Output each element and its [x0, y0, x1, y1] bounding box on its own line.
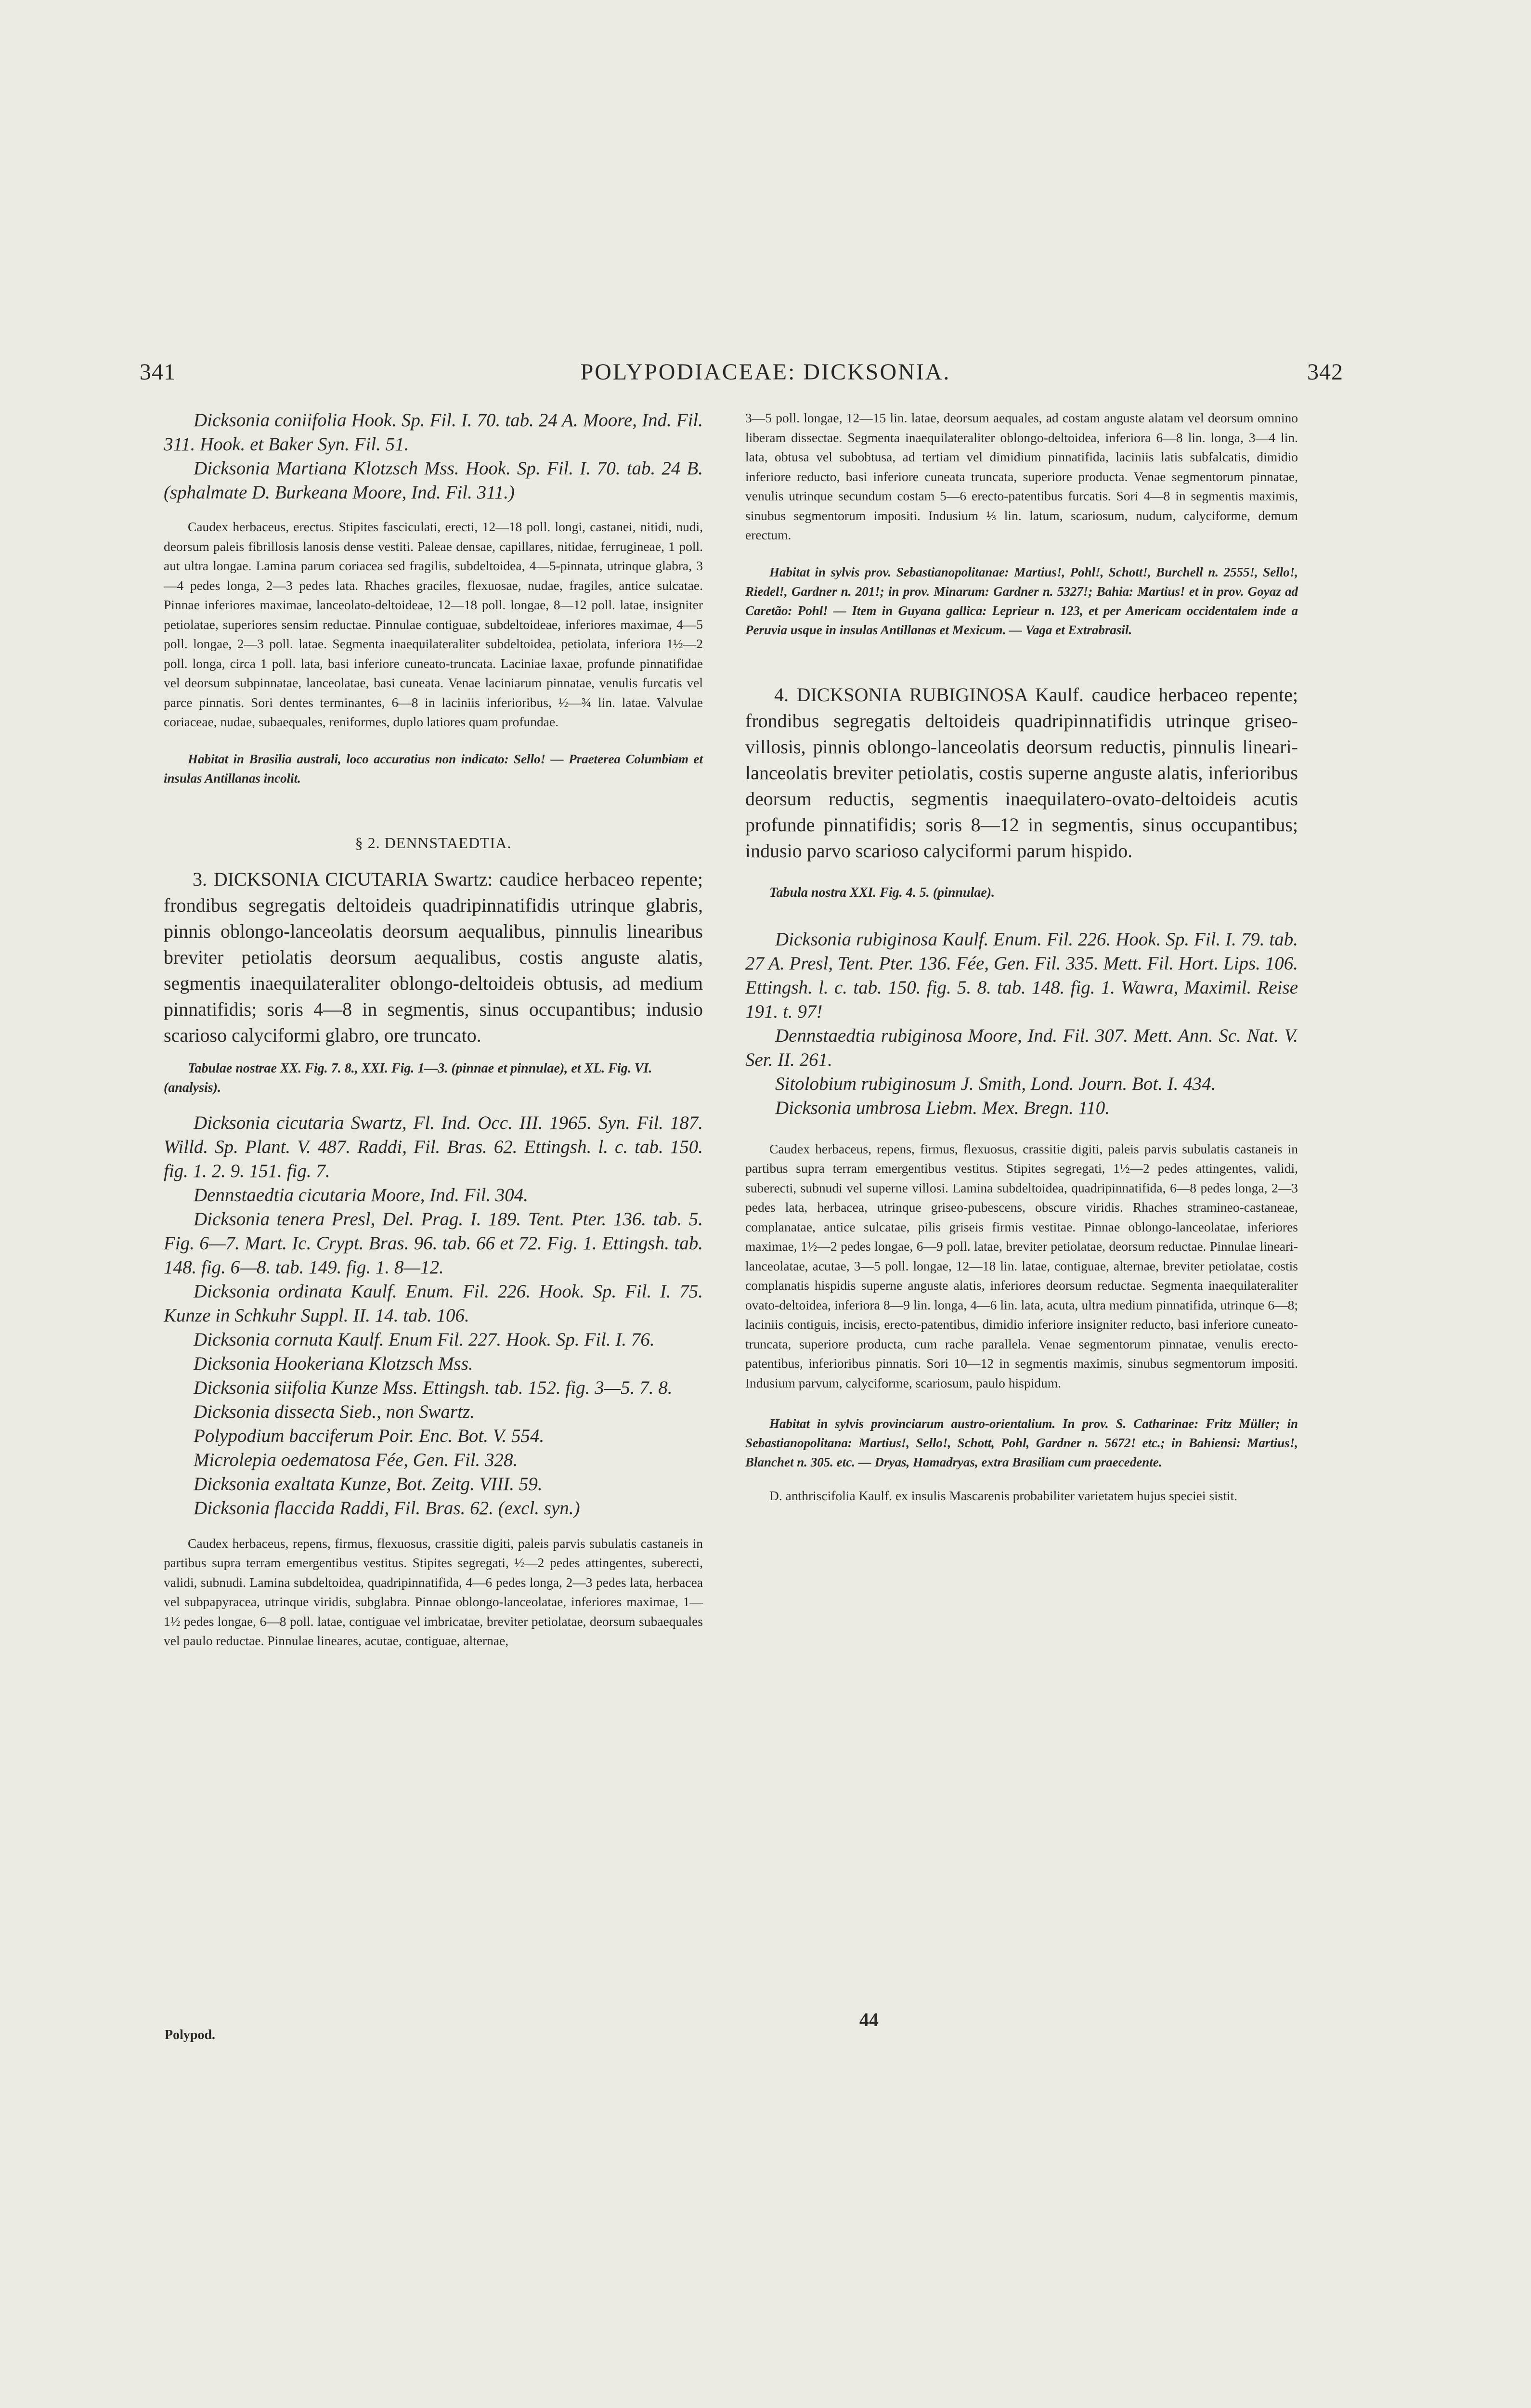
signature-mark-left: Polypod. — [165, 2028, 216, 2042]
synonym-entry: Dicksonia flaccida Raddi, Fil. Bras. 62. (excl. syn.) — [194, 1497, 580, 1518]
left-column — [164, 408, 703, 1651]
synonym-entry: Dicksonia Hookeriana Klotzsch Mss. — [194, 1353, 473, 1374]
signature-number: 44 — [859, 2009, 879, 2030]
synonym-entry: Dicksonia Martiana Klotzsch Mss. Hook. Sp. Fil. I. 70. tab. 24 B. (sphalmate D. Burkeana Moore, Ind. Fil. 311.) — [164, 458, 703, 503]
habitat-coniifolia: Habitat in Brasilia australi, loco accuratius non indicato: Sello! — Praeterea Columbiam et insulas Antillanas incolit. — [164, 751, 703, 785]
synonyms-cicutaria — [164, 1111, 703, 1520]
synonym-entry: Sitolobium rubiginosum J. Smith, Lond. Journ. Bot. I. 434. — [775, 1073, 1216, 1094]
species-diagnosis-rubiginosa: 4. DICKSONIA RUBIGINOSA Kaulf. caudice herbaceo repente; frondibus segregatis deltoideis quadripinnatifidis utrinque griseo-villosis, pinnis oblongo-lanceolatis deorsum reductis, pinnulis lineari-lanceolatis breviter petiolatis, costis superne anguste alatis, inferioribus deorsum reductis, segmentis inaequilatero-ovato-deltoideis acutis profunde pinnatifidis; soris 8—12 in segmentis, sinus occupantibus; indusio parvo scarioso calyciformi parum hispido. — [745, 683, 1298, 862]
description-cicutaria-continued: 3—5 poll. longae, 12—15 lin. latae, deorsum aequales, ad costam anguste alatam vel deorsum omnino liberam dissectae. Segmenta inaequilateraliter oblongo-deltoidea, inferiora 6—8 lin. longa, 3—4 lin. lata, obtusa vel subobtusa, ad tertiam vel dimidium pinnatifida, laciniis latis subfalcatis, dimidio inferiore reducto, basi inferiore cuneata truncata, superiore producta. Venae segmentorum pinnatae, venulis utrinque secundum costam 5—6 erecto-patentibus furcatis. Sori 4—8 in segmentis maximis, sinubus segmentorum impositi. Indusium ⅓ lin. latum, scariosum, nudum, calyciforme, demum erectum. — [745, 410, 1298, 542]
habitat-cicutaria: Habitat in sylvis prov. Sebastianopolitanae: Martius!, Pohl!, Schott!, Burchell n. 2555!, Sello!, Riedel!, Gardner n. 201!; in prov. Minarum: Gardner n. 5327!; Bahia: Martius! et in prov. Goyaz ad Caretão: Pohl! — Item in Guyana gallica: Leprieur n. 123, et per Americam occidentalem inde a Peruvia usque in insulas Antillanas et Mexicum. — Vaga et Extrabrasil. — [745, 564, 1298, 637]
synonyms-coniifolia — [164, 408, 703, 505]
synonym-entry: Dicksonia rubiginosa Kaulf. Enum. Fil. 226. Hook. Sp. Fil. I. 79. tab. 27 A. Presl, Tent. Pter. 136. Fée, Gen. Fil. 335. Mett. Fil. Hort. Lips. 106. Ettingsh. l. c. tab. 150. fig. 5. 8. tab. 148. fig. 1. Wawra, Maximil. Reise 191. t. 97! — [745, 929, 1298, 1022]
description-cicutaria: Caudex herbaceus, repens, firmus, flexuosus, crassitie digiti, paleis parvis subulatis castaneis in partibus supra terram emergentibus vestitus. Stipites segregati, ½—2 pedes attingentes, suberecti, validi, subnudi. Lamina subdeltoidea, quadripinnatifida, 4—6 pedes longa, 2—3 pedes lata, herbacea vel subpapyracea, utrinque viridis, subglabra. Pinnae oblongo-lanceolatae, inferiores maximae, 1—1½ pedes longae, 6—8 poll. latae, contiguae vel imbricatae, breviter petiolatae, deorsum subaequales vel paulo reductae. Pinnulae lineares, acutae, contiguae, alternae, — [164, 1535, 703, 1648]
habitat-rubiginosa: Habitat in sylvis provinciarum austro-orientalium. In prov. S. Catharinae: Fritz Müller; in Sebastianopolitana: Martius!, Sello!, Schott, Pohl, Gardner n. 5672! etc.; in Bahiensi: Martius!, Blanchet n. 305. etc. — Dryas, Hamadryas, extra Brasiliam cum praecedente. — [745, 1416, 1298, 1469]
synonym-entry: Polypodium bacciferum Poir. Enc. Bot. V. 554. — [194, 1425, 545, 1446]
synonym-entry: Dennstaedtia cicutaria Moore, Ind. Fil. 304. — [194, 1184, 529, 1205]
synonym-entry: Dicksonia cornuta Kaulf. Enum Fil. 227. Hook. Sp. Fil. I. 76. — [194, 1329, 655, 1350]
right-column — [745, 408, 1298, 1506]
synonym-entry: Dicksonia exaltata Kunze, Bot. Zeitg. VIII. 59. — [194, 1473, 543, 1494]
description-rubiginosa: Caudex herbaceus, repens, firmus, flexuosus, crassitie digiti, paleis parvis subulatis castaneis in partibus supra terram emergentibus vestitus. Stipites segregati, 1½—2 pedes attingentes, validi, suberecti, subnudi vel superne villosi. Lamina subdeltoidea, quadripinnatifida, 6—8 pedes longa, 2—3 pedes lata, herbacea, utrinque griseo-pubescens, obscure viridis. Rhaches stramineo-castaneae, complanatae, antice sulcatae, pilis griseis firmis vestitae. Pinnae oblongo-lanceolatae, inferiores maximae, 1½—2 pedes longae, 6—9 poll. latae, breviter petiolatae, deorsum reductae. Pinnulae lineari-lanceolatae, acutae, 3—5 poll. longae, 12—18 lin. latae, contiguae, alternae, breviter petiolatae, costis complanatis hispidis superne anguste alatis, inferiores deorsum reductae. Segmenta inaequilateraliter ovato-deltoidea, inferiora 8—9 lin. longa, 4—6 lin. lata, acuta, ultra medium pinnatifida, utrinque 6—8; laciniis contiguis, incisis, erecto-patentibus, dimidio inferiore insigniter reducto, basi inferiore cuneato-truncata, superiore producta, cum rache parallela. Venae segmentorum pinnatae, venulis erecto-patentibus, inferioribus pinnatis. Sori 10—12 in segmentis maximis, sinubus segmentorum impositi. Indusium parvum, calyciforme, scariosum, paulo hispidum. — [745, 1141, 1298, 1390]
page-number-left: 341 — [140, 359, 176, 385]
synonym-entry: Microlepia oedematosa Fée, Gen. Fil. 328. — [194, 1449, 518, 1470]
synonym-entry: Dicksonia cicutaria Swartz, Fl. Ind. Occ. III. 1965. Syn. Fil. 187. Willd. Sp. Plant. V. 487. Raddi, Fil. Bras. 62. Ettingsh. l. c. tab. 150. fig. 1. 2. 9. 151. fig. 7. — [164, 1112, 703, 1181]
plate-reference-rubiginosa: Tabula nostra XXI. Fig. 4. 5. (pinnulae). — [769, 885, 995, 900]
synonym-entry: Dicksonia umbrosa Liebm. Mex. Bregn. 110. — [775, 1097, 1110, 1118]
section-heading: § 2. DENNSTAEDTIA. — [355, 834, 512, 851]
synonym-entry: Dennstaedtia rubiginosa Moore, Ind. Fil. 307. Mett. Ann. Sc. Nat. V. Ser. II. 261. — [745, 1025, 1298, 1070]
synonym-entry: Dicksonia ordinata Kaulf. Enum. Fil. 226. Hook. Sp. Fil. I. 75. Kunze in Schkuhr Suppl. II. 14. tab. 106. — [164, 1281, 703, 1326]
synonyms-rubiginosa — [745, 928, 1298, 1120]
note-anthriscifolia: D. anthriscifolia Kaulf. ex insulis Mascarenis probabiliter varietatem hujus speciei sistit. — [769, 1488, 1238, 1503]
running-title: POLYPODIACEAE: DICKSONIA. — [580, 359, 951, 385]
synonym-entry: Dicksonia coniifolia Hook. Sp. Fil. I. 70. tab. 24 A. Moore, Ind. Fil. 311. Hook. et Baker Syn. Fil. 51. — [164, 410, 703, 455]
plate-reference-cicutaria: Tabulae nostrae XX. Fig. 7. 8., XXI. Fig. 1—3. (pinnae et pinnulae), et XL. Fig. VI. (analysis). — [164, 1060, 652, 1095]
page-number-right: 342 — [1307, 359, 1343, 385]
description-coniifolia: Caudex herbaceus, erectus. Stipites fasciculati, erecti, 12—18 poll. longi, castanei, nitidi, nudi, deorsum paleis fibrillosis lanosis dense vestiti. Paleae densae, capillares, nitidae, ferrugineae, 1 poll. aut ultra longae. Lamina parum coriacea sed fragilis, subdeltoidea, 4—5-pinnata, utrinque glabra, 3—4 pedes longa, 2—3 pedes lata. Rhaches graciles, flexuosae, nudae, fragiles, antice sulcatae. Pinnae inferiores maximae, lanceolato-deltoideae, 12—18 poll. longae, 8—12 poll. latae, insigniter petiolatae, superiores sensim reductae. Pinnulae contiguae, subdeltoideae, inferiores maximae, 4—5 poll. longae, 2—3 poll. latae. Segmenta inaequilateraliter subdeltoidea, petiolata, inferiora 1½—2 poll. longa, circa 1 poll. lata, basi inferiore cuneato-truncata. Laciniae laxae, profunde pinnatifidae vel deorsum subpinnatae, lanceolatae, basi cuneata. Venae laciniarum pinnatae, venulis furcatis vel parce pinnatis. Sori dentes terminantes, 6—8 in laciniis inferioribus, ½—¾ lin. latae. Valvulae coriaceae, nudae, subaequales, reniformes, duplo latiores quam profundae. — [164, 519, 703, 729]
synonym-entry: Dicksonia dissecta Sieb., non Swartz. — [194, 1401, 475, 1422]
species-diagnosis-cicutaria: 3. DICKSONIA CICUTARIA Swartz: caudice herbaceo repente; frondibus segregatis deltoideis quadripinnatifidis utrinque glabris, pinnis oblongo-lanceolatis deorsum aequalibus, pinnulis linearibus breviter petiolatis deorsum aequalibus, costis anguste alatis, segmentis inaequilateraliter oblongo-deltoideis obtusis, ad medium pinnatifidis; soris 4—8 in segmentis, sinus occupantibus; indusio scarioso calyciformi glabro, ore truncato. — [164, 868, 703, 1046]
synonym-entry: Dicksonia siifolia Kunze Mss. Ettingsh. tab. 152. fig. 3—5. 7. 8. — [194, 1377, 673, 1398]
synonym-entry: Dicksonia tenera Presl, Del. Prag. I. 189. Tent. Pter. 136. tab. 5. Fig. 6—7. Mart. Ic. Crypt. Bras. 96. tab. 66 et 72. Fig. 1. Ettingsh. tab. 148. fig. 6—8. tab. 149. fig. 1. 8—12. — [164, 1208, 703, 1278]
